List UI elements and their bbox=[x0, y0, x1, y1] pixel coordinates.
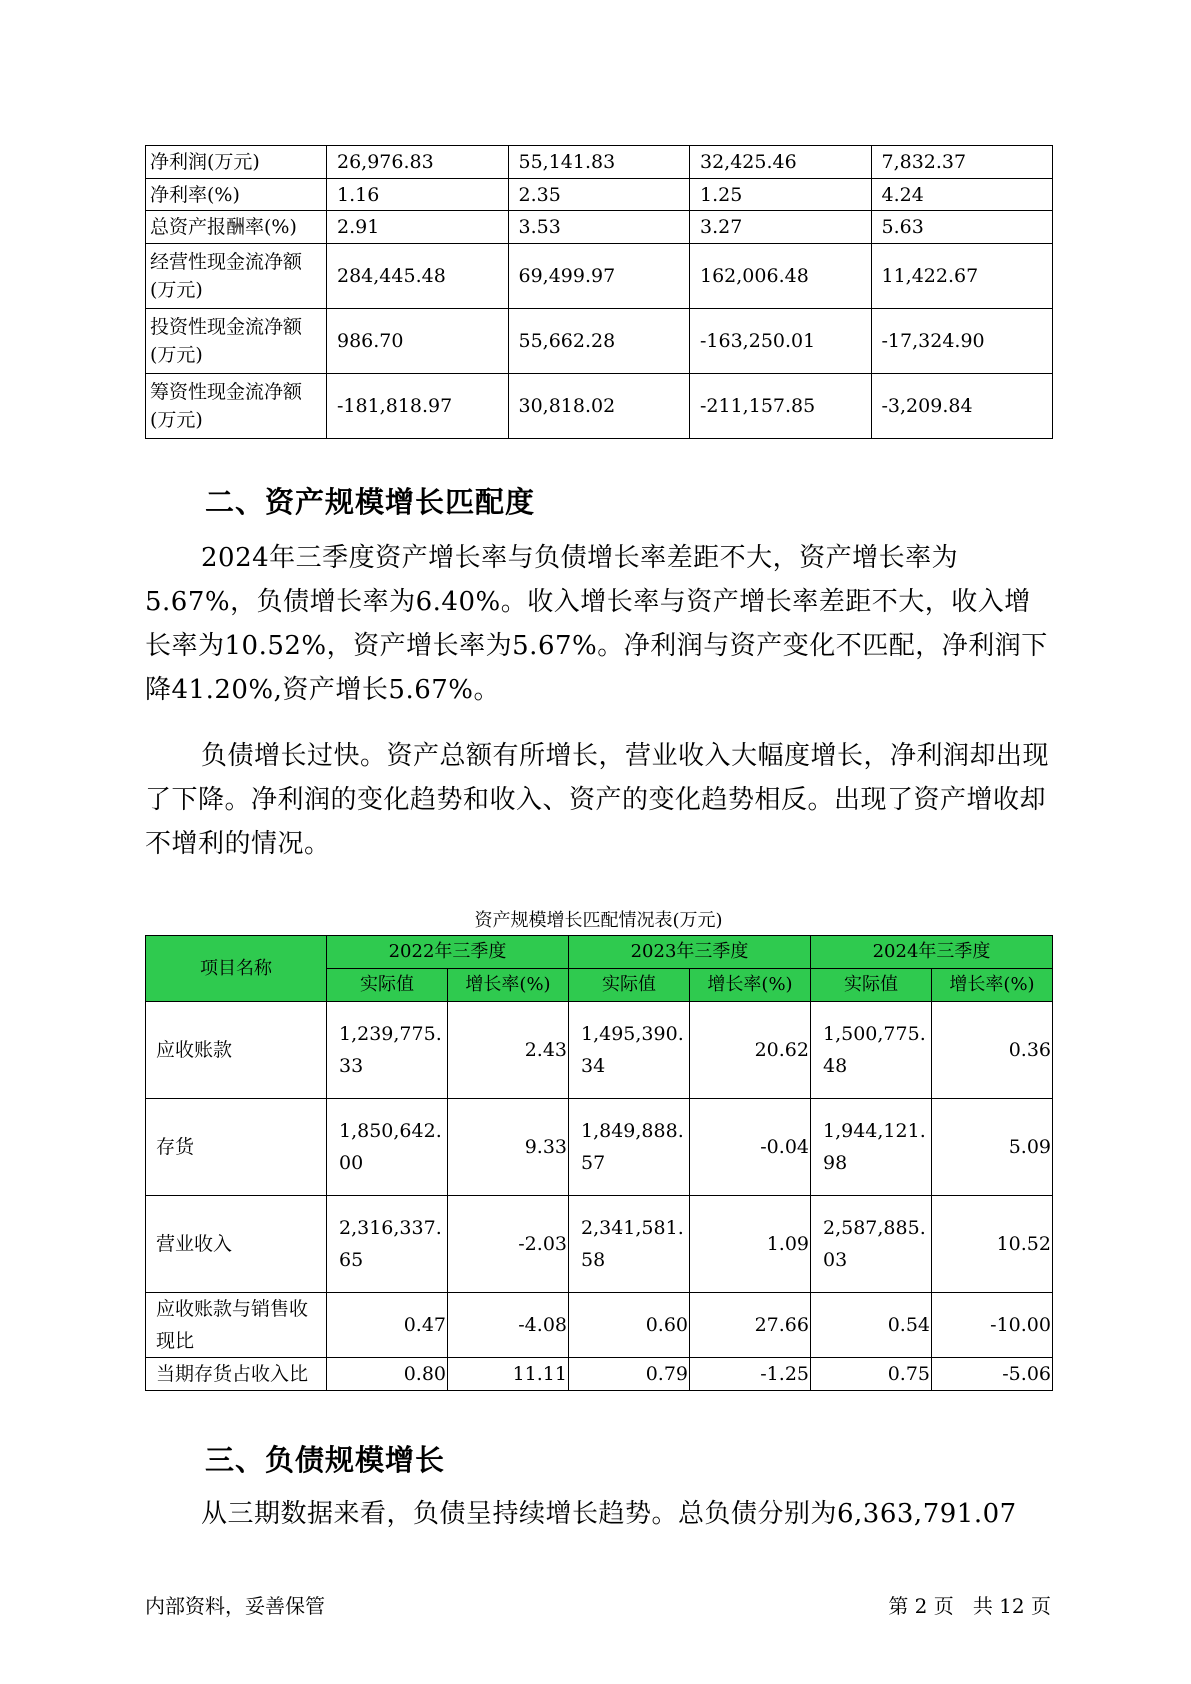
table-cell: 1.09 bbox=[690, 1196, 811, 1293]
table-cell: 27.66 bbox=[690, 1293, 811, 1358]
table-cell: 5.63 bbox=[871, 211, 1053, 244]
table-cell: 0.60 bbox=[569, 1293, 690, 1358]
column-header: 项目名称 bbox=[146, 936, 327, 1002]
paragraph: 负债增长过快。资产总额有所增长，营业收入大幅度增长，净利润却出现了下降。净利润的变化趋势和收入、资产的变化趋势相反。出现了资产增收却不增利的情况。 bbox=[145, 741, 1050, 859]
column-header: 实际值 bbox=[569, 969, 690, 1002]
row-label: 投资性现金流净额(万元) bbox=[146, 309, 327, 374]
table-row bbox=[146, 1358, 1053, 1391]
table-cell: 7,832.37 bbox=[871, 146, 1053, 179]
table-row bbox=[146, 1002, 1053, 1099]
row-label: 总资产报酬率(%) bbox=[146, 211, 327, 244]
table-row bbox=[146, 1099, 1053, 1196]
table-cell: 1,849,888.57 bbox=[569, 1099, 690, 1196]
row-label: 当期存货占收入比 bbox=[146, 1358, 327, 1391]
row-label: 营业收入 bbox=[146, 1196, 327, 1293]
table-cell: 0.47 bbox=[327, 1293, 448, 1358]
table-cell: 3.53 bbox=[508, 211, 690, 244]
table-row bbox=[146, 309, 1053, 374]
table-cell: 2,316,337.65 bbox=[327, 1196, 448, 1293]
table-cell: 4.24 bbox=[871, 179, 1053, 211]
paragraph: 从三期数据来看，负债呈持续增长趋势。总负债分别为6,363,791.07 bbox=[201, 1499, 1017, 1529]
row-label: 经营性现金流净额(万元) bbox=[146, 244, 327, 309]
table-cell: 0.75 bbox=[811, 1358, 932, 1391]
table-cell: 2.91 bbox=[327, 211, 509, 244]
table-cell: 0.80 bbox=[327, 1358, 448, 1391]
table-header-row bbox=[146, 936, 1053, 969]
table-cell: 2.35 bbox=[508, 179, 690, 211]
table-row bbox=[146, 146, 1053, 179]
table-cell: 3.27 bbox=[690, 211, 872, 244]
table-row bbox=[146, 179, 1053, 211]
row-label: 净利率(%) bbox=[146, 179, 327, 211]
table-cell: 5.09 bbox=[932, 1099, 1053, 1196]
table-cell: 55,662.28 bbox=[508, 309, 690, 374]
section-heading: 二、资产规模增长匹配度 bbox=[205, 485, 536, 519]
table-cell: 55,141.83 bbox=[508, 146, 690, 179]
table-cell: 1.16 bbox=[327, 179, 509, 211]
table-cell: -17,324.90 bbox=[871, 309, 1053, 374]
table-cell: 0.54 bbox=[811, 1293, 932, 1358]
page-number: 第 2 页 共 12 页 bbox=[888, 1594, 1051, 1618]
table-cell: 162,006.48 bbox=[690, 244, 872, 309]
table-cell: 1,944,121.98 bbox=[811, 1099, 932, 1196]
table-cell: 2.43 bbox=[448, 1002, 569, 1099]
paragraph: 2024年三季度资产增长率与负债增长率差距不大，资产增长率为5.67%，负债增长率为6.40%。收入增长率与资产增长率差距不大，收入增长率为10.52%，资产增长率为5.67%。净利润与资产变化不匹配，净利润下降41.20%,资产增长5.67%。 bbox=[145, 543, 1048, 705]
table-cell: 1.25 bbox=[690, 179, 872, 211]
table-row bbox=[146, 1196, 1053, 1293]
section-heading: 三、负债规模增长 bbox=[205, 1443, 446, 1477]
table-cell: -4.08 bbox=[448, 1293, 569, 1358]
asset-growth-match-table bbox=[145, 935, 1053, 1391]
period-header: 2023年三季度 bbox=[569, 936, 811, 969]
column-header: 实际值 bbox=[811, 969, 932, 1002]
table-cell: 69,499.97 bbox=[508, 244, 690, 309]
table-cell: 32,425.46 bbox=[690, 146, 872, 179]
table-cell: -5.06 bbox=[932, 1358, 1053, 1391]
table-row bbox=[146, 374, 1053, 439]
table-cell: 9.33 bbox=[448, 1099, 569, 1196]
row-label: 净利润(万元) bbox=[146, 146, 327, 179]
table-cell: 1,500,775.48 bbox=[811, 1002, 932, 1099]
table-cell: 10.52 bbox=[932, 1196, 1053, 1293]
table-cell: -10.00 bbox=[932, 1293, 1053, 1358]
column-header: 增长率(%) bbox=[932, 969, 1053, 1002]
table-cell: 986.70 bbox=[327, 309, 509, 374]
table-cell: 0.36 bbox=[932, 1002, 1053, 1099]
table-cell: 1,239,775.33 bbox=[327, 1002, 448, 1099]
table-cell: 0.79 bbox=[569, 1358, 690, 1391]
table-row bbox=[146, 211, 1053, 244]
table-cell: 2,341,581.58 bbox=[569, 1196, 690, 1293]
period-header: 2022年三季度 bbox=[327, 936, 569, 969]
column-header: 增长率(%) bbox=[690, 969, 811, 1002]
table-cell: 2,587,885.03 bbox=[811, 1196, 932, 1293]
table-cell: -211,157.85 bbox=[690, 374, 872, 439]
row-label: 应收账款 bbox=[146, 1002, 327, 1099]
table-cell: -2.03 bbox=[448, 1196, 569, 1293]
table-cell: -1.25 bbox=[690, 1358, 811, 1391]
row-label: 存货 bbox=[146, 1099, 327, 1196]
table-cell: 30,818.02 bbox=[508, 374, 690, 439]
period-header: 2024年三季度 bbox=[811, 936, 1053, 969]
column-header: 实际值 bbox=[327, 969, 448, 1002]
column-header: 增长率(%) bbox=[448, 969, 569, 1002]
row-label: 筹资性现金流净额(万元) bbox=[146, 374, 327, 439]
table-cell: 11.11 bbox=[448, 1358, 569, 1391]
table-row bbox=[146, 1293, 1053, 1358]
table-cell: 1,495,390.34 bbox=[569, 1002, 690, 1099]
table-cell: 284,445.48 bbox=[327, 244, 509, 309]
table-cell: 1,850,642.00 bbox=[327, 1099, 448, 1196]
row-label: 应收账款与销售收现比 bbox=[146, 1293, 327, 1358]
table-cell: 11,422.67 bbox=[871, 244, 1053, 309]
table-cell: -0.04 bbox=[690, 1099, 811, 1196]
table-cell: -3,209.84 bbox=[871, 374, 1053, 439]
table-cell: -163,250.01 bbox=[690, 309, 872, 374]
table-cell: 20.62 bbox=[690, 1002, 811, 1099]
table-cell: -181,818.97 bbox=[327, 374, 509, 439]
financial-indicators-table bbox=[145, 145, 1053, 439]
footer-left: 内部资料，妥善保管 bbox=[145, 1594, 325, 1618]
table-row bbox=[146, 244, 1053, 309]
table-caption: 资产规模增长匹配情况表(万元) bbox=[474, 910, 723, 931]
table-cell: 26,976.83 bbox=[327, 146, 509, 179]
